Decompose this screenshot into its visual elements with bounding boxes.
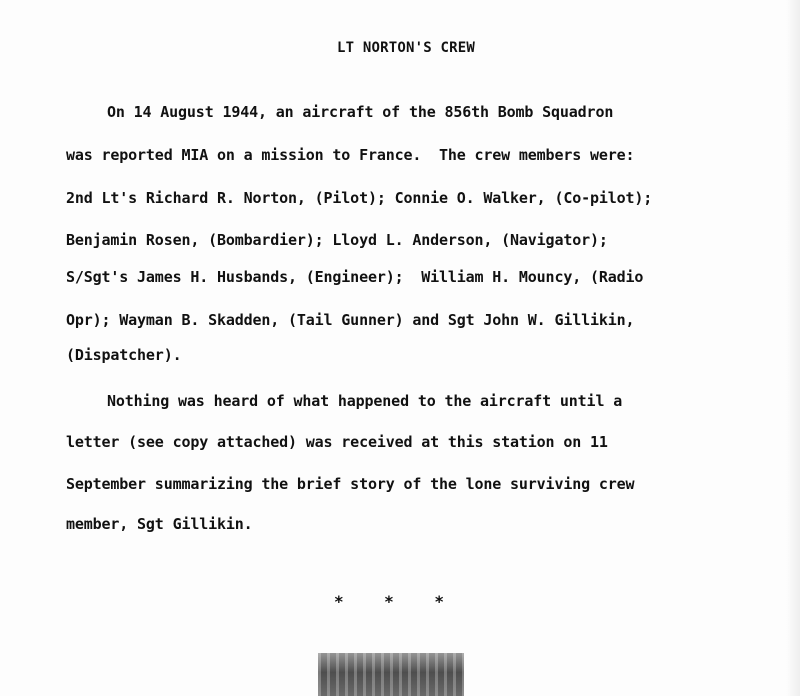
paragraph-2-line-3: September summarizing the brief story of the lone surviving crew xyxy=(66,475,635,493)
paragraph-1-line-4: Benjamin Rosen, (Bombardier); Lloyd L. Anderson, (Navigator); xyxy=(66,231,608,249)
paragraph-1-line-5: S/Sgt's James H. Husbands, (Engineer); William H. Mouncy, (Radio xyxy=(66,268,644,286)
paragraph-1-line-6: Opr); Wayman B. Skadden, (Tail Gunner) and Sgt John W. Gillikin, xyxy=(66,311,635,329)
paragraph-1-line-2: was reported MIA on a mission to France. The crew members were: xyxy=(66,146,635,164)
paragraph-1-line-1: On 14 August 1944, an aircraft of the 856th Bomb Squadron xyxy=(107,103,614,121)
paragraph-2-line-2: letter (see copy attached) was received at this station on 11 xyxy=(66,433,608,451)
paragraph-2-line-4: member, Sgt Gillikin. xyxy=(66,515,253,533)
separator-star: * xyxy=(384,592,394,611)
paragraph-1-line-3: 2nd Lt's Richard R. Norton, (Pilot); Connie O. Walker, (Co-pilot); xyxy=(66,189,653,207)
illegible-scan-blot xyxy=(318,653,464,696)
paragraph-1-line-7: (Dispatcher). xyxy=(66,346,182,364)
separator-star: * xyxy=(434,592,444,611)
paragraph-2-line-1: Nothing was heard of what happened to the aircraft until a xyxy=(107,392,623,410)
separator-star: * xyxy=(334,592,344,611)
document-title: LT NORTON'S CREW xyxy=(336,40,476,56)
section-separator xyxy=(334,592,444,611)
